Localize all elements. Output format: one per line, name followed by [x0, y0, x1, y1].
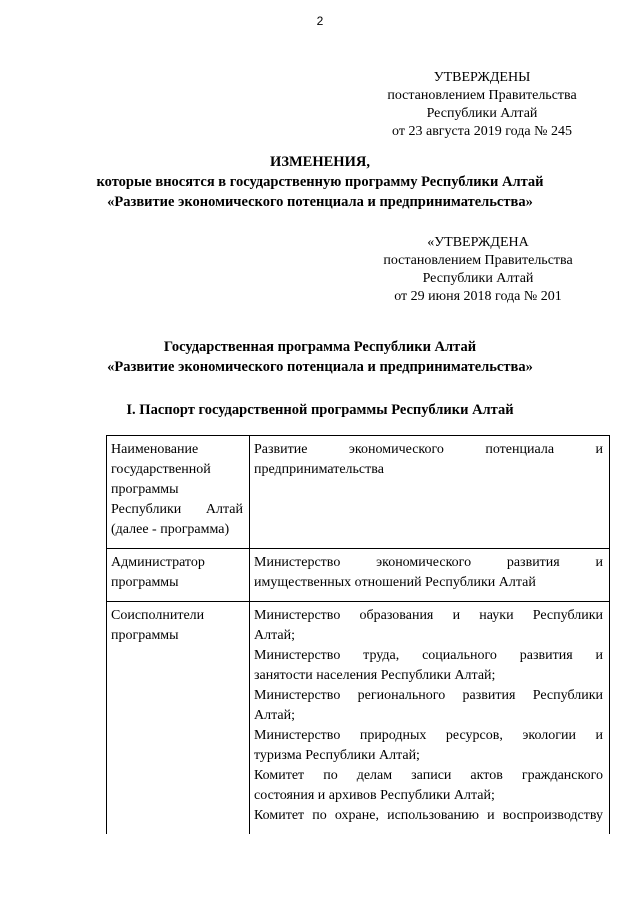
approval-block-2: [368, 234, 588, 306]
value-line: Министерство природных ресурсов, экологии и: [254, 728, 603, 743]
label-line: Администратор: [111, 555, 205, 570]
table-row: [107, 602, 610, 835]
value-line: Алтай;: [254, 628, 295, 643]
approval-line-1: постановлением Правительства: [387, 88, 577, 103]
value-line: Комитет по делам записи актов гражданского: [254, 768, 603, 783]
value-line: имущественных отношений Республики Алтай: [254, 575, 536, 590]
approval2-line-1: постановлением Правительства: [383, 253, 573, 268]
value-line: Министерство труда, социального развития и: [254, 648, 603, 663]
label-line: Соисполнители: [111, 608, 205, 623]
row-value-cell: [250, 602, 610, 835]
approval-line-2: Республики Алтай: [426, 106, 538, 121]
row-value-cell: [250, 549, 610, 602]
approval2-title: «УТВЕРЖДЕНА: [427, 235, 529, 250]
label-line: программы: [111, 575, 179, 590]
table-row: [107, 549, 610, 602]
row-label-cell: [107, 436, 250, 549]
value-line: Комитет по охране, использованию и воспроизводству: [254, 808, 603, 823]
value-line: Алтай;: [254, 708, 295, 723]
label-line: (далее - программа): [111, 522, 230, 537]
value-line: Министерство образования и науки Республики: [254, 608, 603, 623]
changes-heading: [0, 152, 640, 212]
label-line: программы: [111, 482, 179, 497]
value-line: предпринимательства: [254, 462, 384, 477]
value-line: туризма Республики Алтай;: [254, 748, 420, 763]
approval-title: УТВЕРЖДЕНЫ: [433, 70, 531, 85]
label-line: Республики Алтай: [111, 502, 243, 517]
label-line: Наименование: [111, 442, 199, 457]
changes-line-1: которые вносятся в государственную программу Республики Алтай: [96, 174, 544, 190]
value-line: Министерство регионального развития Республики: [254, 688, 603, 703]
changes-title: ИЗМЕНЕНИЯ,: [270, 154, 370, 170]
value-line: Министерство экономического развития и: [254, 555, 603, 570]
passport-table: [106, 435, 610, 834]
page-number: 2: [316, 14, 324, 28]
value-line: состояния и архивов Республики Алтай;: [254, 788, 495, 803]
section-title: I. Паспорт государственной программы Республики Алтай: [126, 402, 514, 418]
approval-block: [372, 69, 592, 141]
value-line: занятости населения Республики Алтай;: [254, 668, 496, 683]
row-value-cell: [250, 436, 610, 549]
value-line: Развитие экономического потенциала и: [254, 442, 603, 457]
approval2-line-2: Республики Алтай: [422, 271, 534, 286]
program-heading: [0, 337, 640, 377]
program-line-2: «Развитие экономического потенциала и предпринимательства»: [107, 359, 533, 375]
changes-line-2: «Развитие экономического потенциала и предпринимательства»: [107, 194, 533, 210]
approval-line-3: от 23 августа 2019 года № 245: [392, 124, 572, 139]
program-line-1: Государственная программа Республики Алтай: [163, 339, 477, 355]
label-line: государственной: [111, 462, 211, 477]
approval2-line-3: от 29 июня 2018 года № 201: [394, 289, 562, 304]
row-label-cell: [107, 602, 250, 835]
label-line: программы: [111, 628, 179, 643]
row-label-cell: [107, 549, 250, 602]
table-row: [107, 436, 610, 549]
